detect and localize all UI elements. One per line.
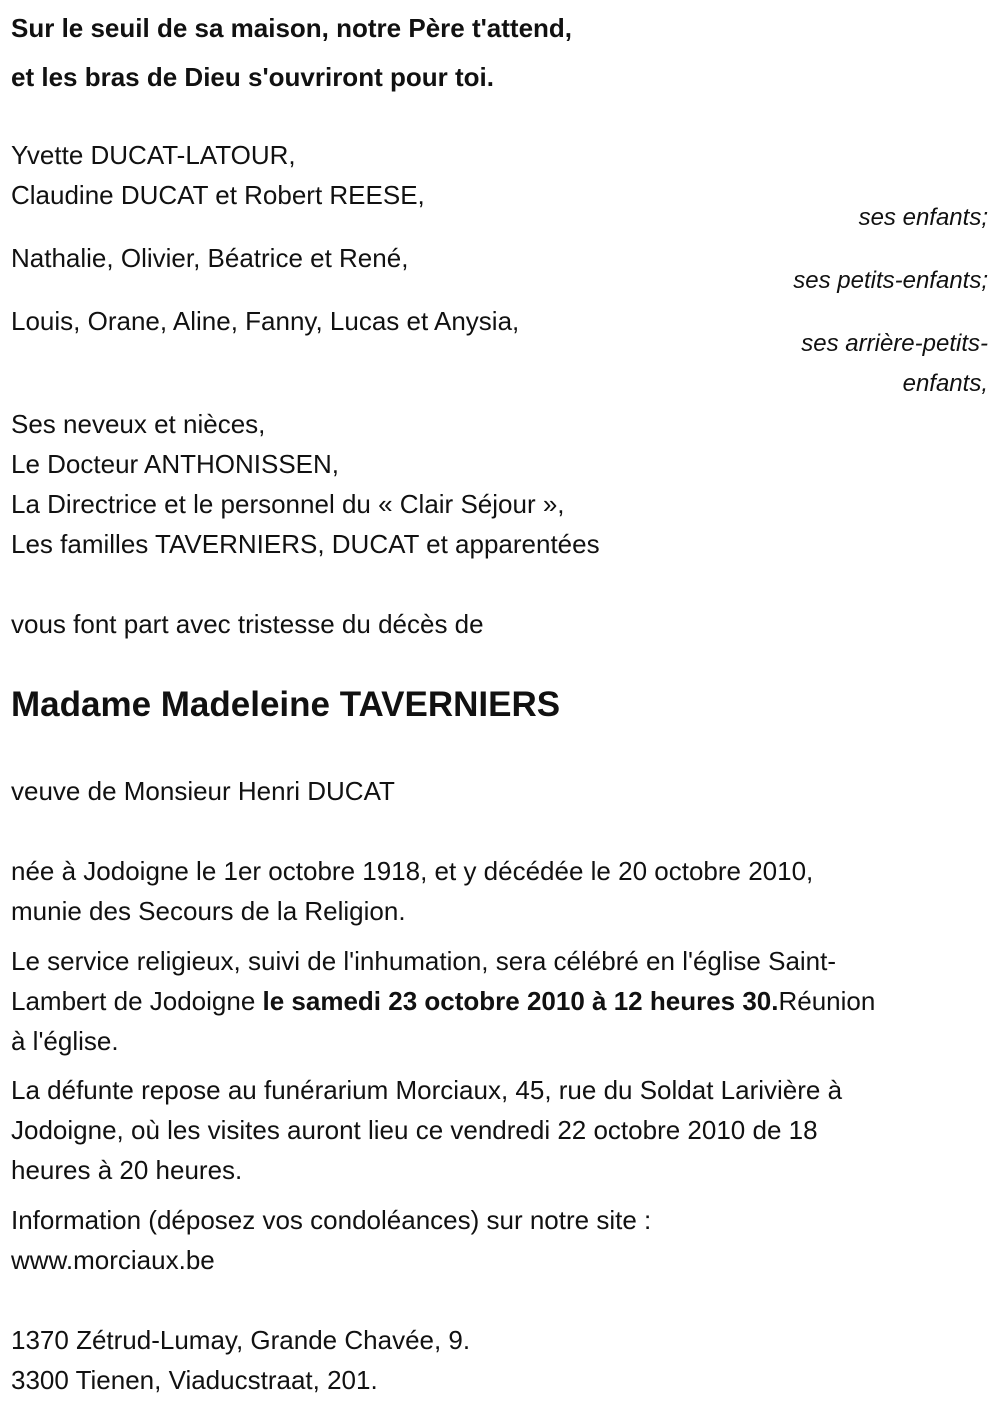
other-relatives: Ses neveux et nièces, [11,409,266,439]
great-grandchildren-names: Louis, Orane, Aline, Fanny, Lucas et Anysia, [11,306,520,336]
info-text: Information (déposez vos condoléances) sur notre site : [11,1205,652,1235]
verse-line-1: Sur le seuil de sa maison, notre Père t'attend, [11,13,573,43]
service-line [11,984,875,1018]
service-text: Lambert de Jodoigne [11,986,263,1016]
other-relatives: La Directrice et le personnel du « Clair Séjour », [11,489,565,519]
great-grandchildren-label-cont: enfants, [902,370,988,397]
visitation-line: Jodoigne, où les visites auront lieu ce vendredi 22 octobre 2010 de 18 [11,1115,818,1145]
children-label: ses enfants; [858,204,988,231]
deceased-name: Madame Madeleine TAVERNIERS [11,685,561,724]
grandchildren-names: Nathalie, Olivier, Béatrice et René, [11,243,409,273]
address: 1370 Zétrud-Lumay, Grande Chavée, 9. [11,1325,471,1355]
other-relatives: Le Docteur ANTHONISSEN, [11,449,339,479]
other-relatives: Les familles TAVERNIERS, DUCAT et apparentées [11,529,600,559]
child-name: Claudine DUCAT et Robert REESE, [11,180,425,210]
great-grandchildren-label: ses arrière-petits- [801,330,988,357]
verse-line-2: et les bras de Dieu s'ouvriront pour toi. [11,62,494,92]
service-line: à l'église. [11,1026,119,1056]
service-datetime: le samedi 23 octobre 2010 à 12 heures 30. [262,986,779,1016]
grandchildren-label: ses petits-enfants; [793,267,988,294]
address: 3300 Tienen, Viaducstraat, 201. [11,1365,378,1395]
birth-death: née à Jodoigne le 1er octobre 1918, et y décédée le 20 octobre 2010, [11,856,814,886]
website-link[interactable]: www.morciaux.be [11,1245,215,1275]
birth-death-cont: munie des Secours de la Religion. [11,896,406,926]
announcement: vous font part avec tristesse du décès de [11,609,484,639]
visitation-line: heures à 20 heures. [11,1155,243,1185]
service-text: Réunion [778,986,876,1016]
child-name: Yvette DUCAT-LATOUR, [11,140,296,170]
visitation-line: La défunte repose au funérarium Morciaux, 45, rue du Soldat Larivière à [11,1075,843,1105]
widow-of: veuve de Monsieur Henri DUCAT [11,776,395,806]
service-line: Le service religieux, suivi de l'inhumation, sera célébré en l'église Saint- [11,946,837,976]
